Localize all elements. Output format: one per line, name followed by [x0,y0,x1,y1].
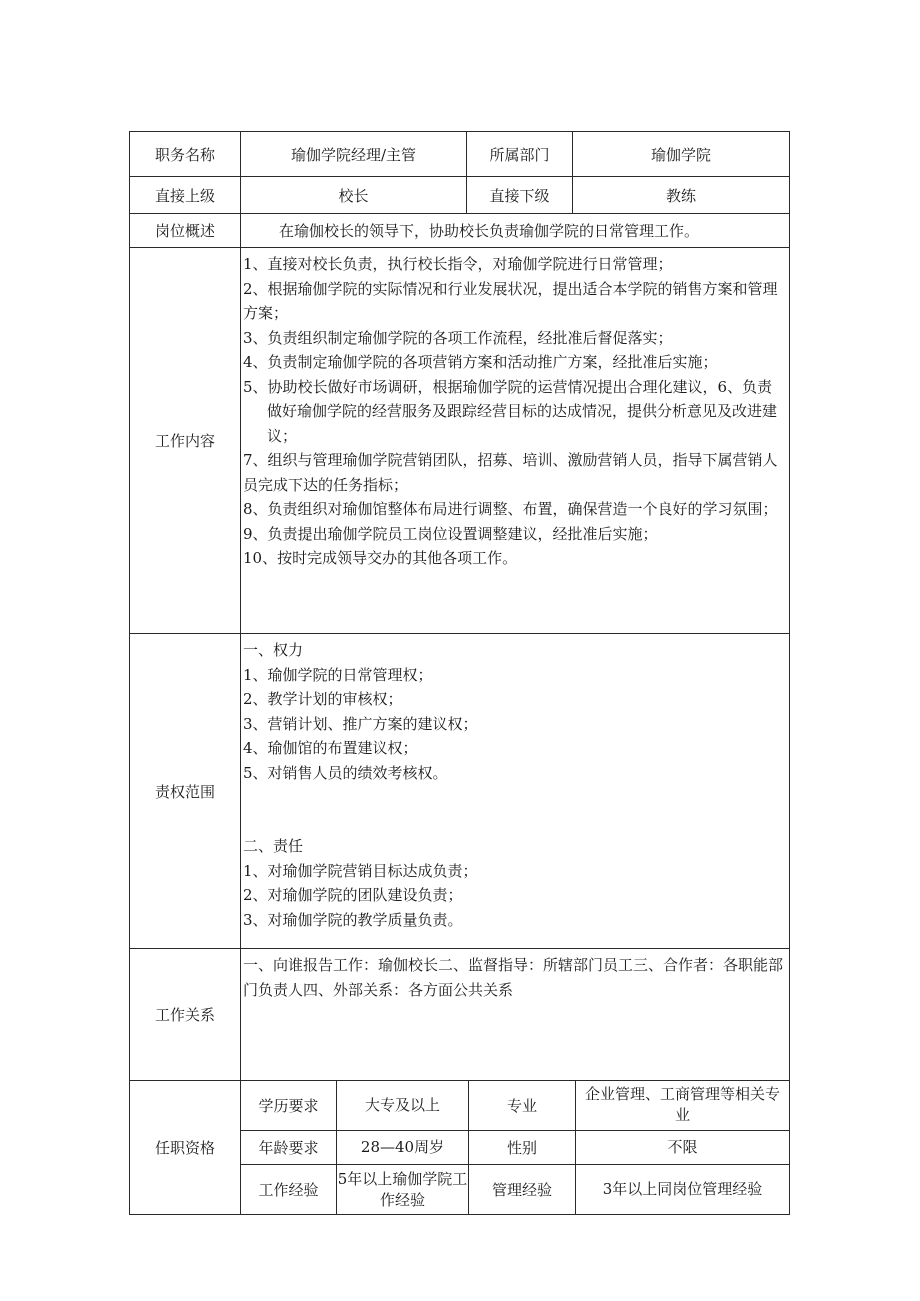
row-authority [129,633,790,948]
power-item: 3、营销计划、推广方案的建议权； [243,714,478,733]
label-department: 所属部门 [467,132,573,176]
value-experience: 5年以上瑜伽学院工作经验 [337,1165,469,1214]
duty-item: 3、对瑜伽学院的教学质量负责。 [243,910,463,929]
duty-item: 1、对瑜伽学院营销目标达成负责； [243,861,478,880]
value-gender: 不限 [667,1138,698,1156]
power-item: 2、教学计划的审核权； [243,690,403,708]
row-job-title [129,131,790,176]
label-gender: 性别 [469,1131,576,1165]
label-education: 学历要求 [241,1081,337,1130]
spacer [243,785,785,834]
work-item: 2、根据瑜伽学院的实际情况和行业发展状况，提出适合本学院的销售方案和管理方案； [243,279,778,322]
row-qualification [129,1080,790,1215]
value-job-title: 瑜伽学院经理/主管 [241,132,467,176]
work-item: 9、负责提出瑜伽学院员工岗位设置调整建议，经批准后实施； [243,524,658,543]
work-item: 10、按时完成领导交办的其他各项工作。 [243,549,518,567]
value-subordinate: 教练 [665,186,696,205]
work-item: 4、负责制定瑜伽学院的各项营销方案和活动推广方案，经批准后实施； [243,353,718,371]
authority-list [241,634,789,948]
label-experience: 工作经验 [241,1165,337,1214]
work-item: 1、直接对校长负责，执行校长指令，对瑜伽学院进行日常管理； [243,255,673,273]
label-qualification: 任职资格 [130,1081,241,1214]
label-management-exp: 管理经验 [469,1165,576,1214]
duty-title: 二、责任 [243,837,304,855]
value-department: 瑜伽学院 [650,145,711,164]
work-item: 5、协助校长做好市场调研，根据瑜伽学院的运营情况提出合理化建议，6、负责 [243,377,773,396]
job-description-table [129,131,790,1215]
work-item: 7、组织与管理瑜伽学院营销团队，招募、培训、激励营销人员，指导下属营销人员完成下达的任务指标； [243,451,778,494]
value-education: 大专及以上 [337,1081,469,1130]
work-content-list [241,248,789,633]
label-authority: 责权范围 [130,634,241,948]
qualification-row [241,1131,789,1166]
row-relations [129,948,790,1080]
duty-item: 2、对瑜伽学院的团队建设负责； [243,886,463,904]
value-overview: 在瑜伽校长的领导下，协助校长负责瑜伽学院的日常管理工作。 [279,222,700,240]
row-superior [129,176,790,213]
qualification-grid [241,1081,789,1214]
power-title: 一、权力 [243,641,304,659]
power-item: 5、对销售人员的绩效考核权。 [243,763,448,782]
label-subordinate: 直接下级 [467,177,573,213]
value-relations: 一、向谁报告工作：瑜伽校长二、监督指导：所辖部门员工三、合作者：各职能部门负责人四、外部关系：各方面公共关系 [243,956,784,999]
value-major: 企业管理、工商管理等相关专业 [584,1085,780,1125]
power-item: 1、瑜伽学院的日常管理权； [243,665,433,684]
value-management-exp: 3年以上同岗位管理经验 [602,1180,763,1199]
label-job-title: 职务名称 [130,132,241,176]
label-relations: 工作关系 [130,949,241,1080]
label-major: 专业 [469,1081,576,1130]
qualification-row [241,1081,789,1131]
label-age: 年龄要求 [241,1131,337,1165]
work-item: 8、负责组织对瑜伽馆整体布局进行调整、布置，确保营造一个良好的学习氛围； [243,500,778,518]
qualification-row [241,1165,789,1214]
label-overview: 岗位概述 [130,214,241,247]
row-overview [129,213,790,247]
label-work-content: 工作内容 [130,248,241,633]
value-superior: 校长 [241,177,467,213]
value-age: 28—40周岁 [337,1131,469,1165]
row-work-content [129,247,790,633]
label-superior: 直接上级 [130,177,241,213]
power-item: 4、瑜伽馆的布置建议权； [243,739,418,757]
work-item: 做好瑜伽学院的经营服务及跟踪经营目标的达成情况，提供分析意见及改进建议； [267,402,778,445]
work-item: 3、负责组织制定瑜伽学院的各项工作流程，经批准后督促落实； [243,328,673,347]
